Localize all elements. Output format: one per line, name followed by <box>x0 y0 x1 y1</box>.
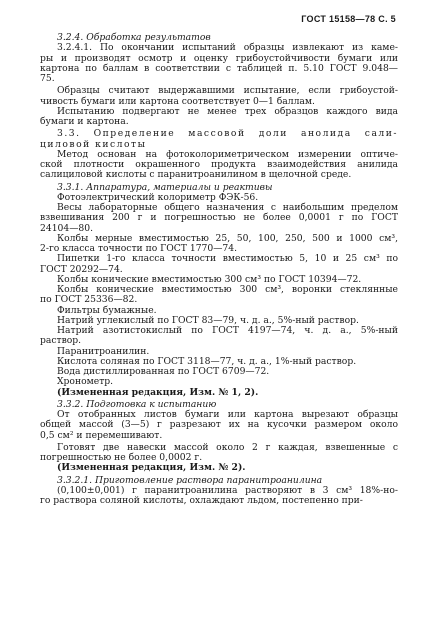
text-line: Весы лабораторные общего назначения с наибольшим пределом <box>57 202 398 213</box>
text-line: погрешностью не более 0,0002 г. <box>40 452 203 463</box>
text-line: чивость бумаги или картона соответствует 0—1 баллам. <box>40 95 315 107</box>
text-line: Натрий углекислый по ГОСТ 83—79, ч. д. а., 5%-ный раствор. <box>57 314 359 326</box>
text-line: картона по баллам в соответствии с таблицей п. 5.10 ГОСТ 9.048— <box>40 62 398 74</box>
text-line: 3.3.1. Аппаратура, материалы и реактивы <box>57 181 273 193</box>
text-line: 3.2.4.1. По окончании испытаний образцы извлекают из каме- <box>57 42 398 54</box>
text-line: Натрий азотистокислый по ГОСТ 4197—74, ч. д. а., 5%-ный <box>57 325 398 336</box>
document-body <box>40 33 398 506</box>
text-line: раствор. <box>40 335 82 347</box>
text-line: ской плотности окрашенного продукта взаимодействия анилида <box>40 159 398 170</box>
text-line: Фотоэлектрический колориметр ФЭК-56. <box>57 191 259 203</box>
text-line: циловой кислоты <box>40 138 147 150</box>
page-number: С. 5 <box>378 14 396 24</box>
text-line: Колбы конические вместимостью 300 см³, воронки стеклянные <box>57 284 398 295</box>
text-line: Колбы конические вместимостью 300 см³ по ГОСТ 10394—72. <box>57 273 362 285</box>
text-line: Испытанию подвергают не менее трех образцов каждого вида <box>57 105 398 117</box>
text-line: Вода дистиллированная по ГОСТ 6709—72. <box>57 366 270 377</box>
text-line: го раствора соляной кислоты, охлаждают льдом, постепенно при- <box>40 495 363 506</box>
text-line: по ГОСТ 25336—82. <box>40 294 138 306</box>
text-line: взвешивания 200 г и погрешностью не более 0,0001 г по ГОСТ <box>40 212 398 224</box>
text-line: (Измененная редакция, Изм. № 2). <box>57 462 246 474</box>
text-line: 3.3. Определение массовой доли анолида сали- <box>57 128 398 140</box>
standard-number: ГОСТ 15158—78 <box>301 14 376 24</box>
text-line: 3.3.2. Подготовка к испытанию <box>57 398 217 410</box>
text-line: 75. <box>40 73 55 84</box>
text-line: 3.2.4. Обработка результатов <box>57 32 211 43</box>
text-line: 0,5 см² и перемешивают. <box>40 429 163 441</box>
text-line: ры и производят осмотр и оценку грибоустойчивости бумаги или <box>40 52 398 64</box>
text-line: Пипетки 1-го класса точности вместимостью 5, 10 и 25 см³ по <box>57 253 398 265</box>
text-line: Метод основан на фотоколориметрическом измерении оптиче- <box>57 148 398 160</box>
text-line: (0,100±0,001) г паранитроанилина растворяют в 3 см³ 18%-но- <box>57 484 398 496</box>
text-line: 3.3.2.1. Приготовление раствора паранитроанилина <box>57 474 323 486</box>
text-line: (Измененная редакция, Изм. № 1, 2). <box>57 386 259 398</box>
text-line: ГОСТ 20292—74. <box>40 263 123 275</box>
text-line: 24104—80. <box>40 222 94 234</box>
text-line: бумаги и картона. <box>40 116 129 127</box>
text-line: От отобранных листов бумаги или картона вырезают образцы <box>57 409 398 420</box>
text-line: Образцы считают выдержавшими испытание, если грибоустой- <box>57 85 398 97</box>
text-line: салициловой кислоты с паранитроанилином в щелочной среде. <box>40 169 352 181</box>
text-line: Кислота соляная по ГОСТ 3118—77, ч. д. а., 1%-ный раствор. <box>57 355 357 367</box>
text-line: Фильтры бумажные. <box>57 304 157 316</box>
text-line: Готовят две навески массой около 2 г каждая, взвешенные с <box>57 441 398 453</box>
page-header <box>301 14 396 24</box>
text-line: Паранитроанилин. <box>57 345 150 357</box>
text-line: 2-го класса точности по ГОСТ 1770—74. <box>40 243 238 254</box>
text-line: Хронометр. <box>57 376 114 388</box>
text-line: Колбы мерные вместимостью 25, 50, 100, 250, 500 и 1000 см³, <box>57 232 398 244</box>
text-line: общей массой (3—5) г разрезают их на кусочки размером около <box>40 419 398 431</box>
